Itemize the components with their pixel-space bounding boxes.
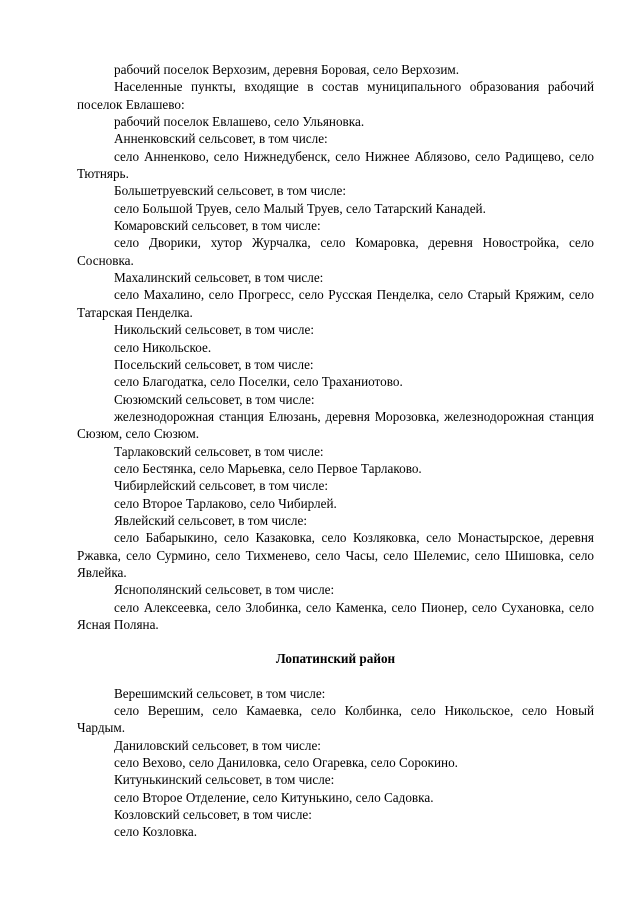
paragraph: Большетруевский сельсовет, в том числе: [114, 183, 347, 199]
paragraph: Китунькинский сельсовет, в том числе: [114, 772, 335, 788]
paragraph: Козловский сельсовет, в том числе: [114, 807, 312, 823]
paragraph: Тарлаковский сельсовет, в том числе: [114, 443, 324, 459]
section-bottom [77, 685, 594, 841]
paragraph: село Никольское. [114, 339, 212, 355]
paragraph: Даниловский сельсовет, в том числе: [114, 737, 321, 753]
paragraph: железнодорожная станция Елюзань, деревня Морозовка, железнодорожная станция Сюзюм, село Сюзюм. [77, 408, 594, 442]
paragraph: село Анненково, село Нижнедубенск, село Нижнее Аблязово, село Радищево, село Тютнярь. [77, 148, 594, 182]
paragraph: Населенные пункты, входящие в состав муниципального образования рабочий поселок Евлашево: [77, 79, 594, 112]
document-page [77, 61, 594, 841]
paragraph: село Верешим, село Камаевка, село Колбинка, село Никольское, село Новый Чардым. [77, 703, 594, 736]
paragraph: село Махалино, село Прогресс, село Русская Пенделка, село Старый Кряжим, село Татарская Пенделка. [77, 287, 594, 320]
paragraph: село Козловка. [114, 824, 198, 840]
paragraph: село Дворики, хутор Журчалка, село Комаровка, деревня Новостройка, село Сосновка. [77, 235, 594, 268]
paragraph: Сюзюмский сельсовет, в том числе: [114, 391, 315, 407]
paragraph: село Благодатка, село Поселки, село Траханиотово. [114, 374, 403, 390]
paragraph: село Второе Тарлаково, село Чибирлей. [114, 495, 337, 511]
paragraph: рабочий поселок Верхозим, деревня Боровая, село Верхозим. [114, 62, 460, 77]
paragraph: село Большой Труев, село Малый Труев, село Татарский Канадей. [114, 200, 486, 216]
paragraph: Анненковский сельсовет, в том числе: [114, 131, 328, 147]
paragraph: Комаровский сельсовет, в том числе: [114, 218, 321, 234]
paragraph: Чибирлейский сельсовет, в том числе: [114, 478, 328, 494]
paragraph: Посельский сельсовет, в том числе: [114, 356, 314, 372]
paragraph: Махалинский сельсовет, в том числе: [114, 270, 324, 286]
paragraph: Никольский сельсовет, в том числе: [114, 322, 315, 338]
paragraph: село Алексеевка, село Злобинка, село Каменка, село Пионер, село Сухановка, село Ясная Поляна. [77, 599, 594, 632]
paragraph: село Бабарыкино, село Казаковка, село Козляковка, село Монастырское, деревня Ржавка, село Сурмино, село Тихменево, село Часы, село Шелемис, село Шишовка, село Явлейка. [77, 530, 594, 580]
paragraph: Яснополянский сельсовет, в том числе: [114, 582, 335, 598]
paragraph: село Бестянка, село Марьевка, село Первое Тарлаково. [114, 460, 422, 476]
paragraph: село Вехово, село Даниловка, село Огаревка, село Сорокино. [114, 755, 458, 771]
paragraph: Явлейский сельсовет, в том числе: [114, 512, 308, 528]
paragraph: рабочий поселок Евлашево, село Ульяновка. [114, 114, 365, 130]
paragraph: село Второе Отделение, село Китунькино, село Садовка. [114, 789, 434, 805]
district-heading: Лопатинский район [275, 651, 396, 667]
paragraph: Верешимский сельсовет, в том числе: [114, 685, 326, 701]
section-top [77, 61, 594, 633]
